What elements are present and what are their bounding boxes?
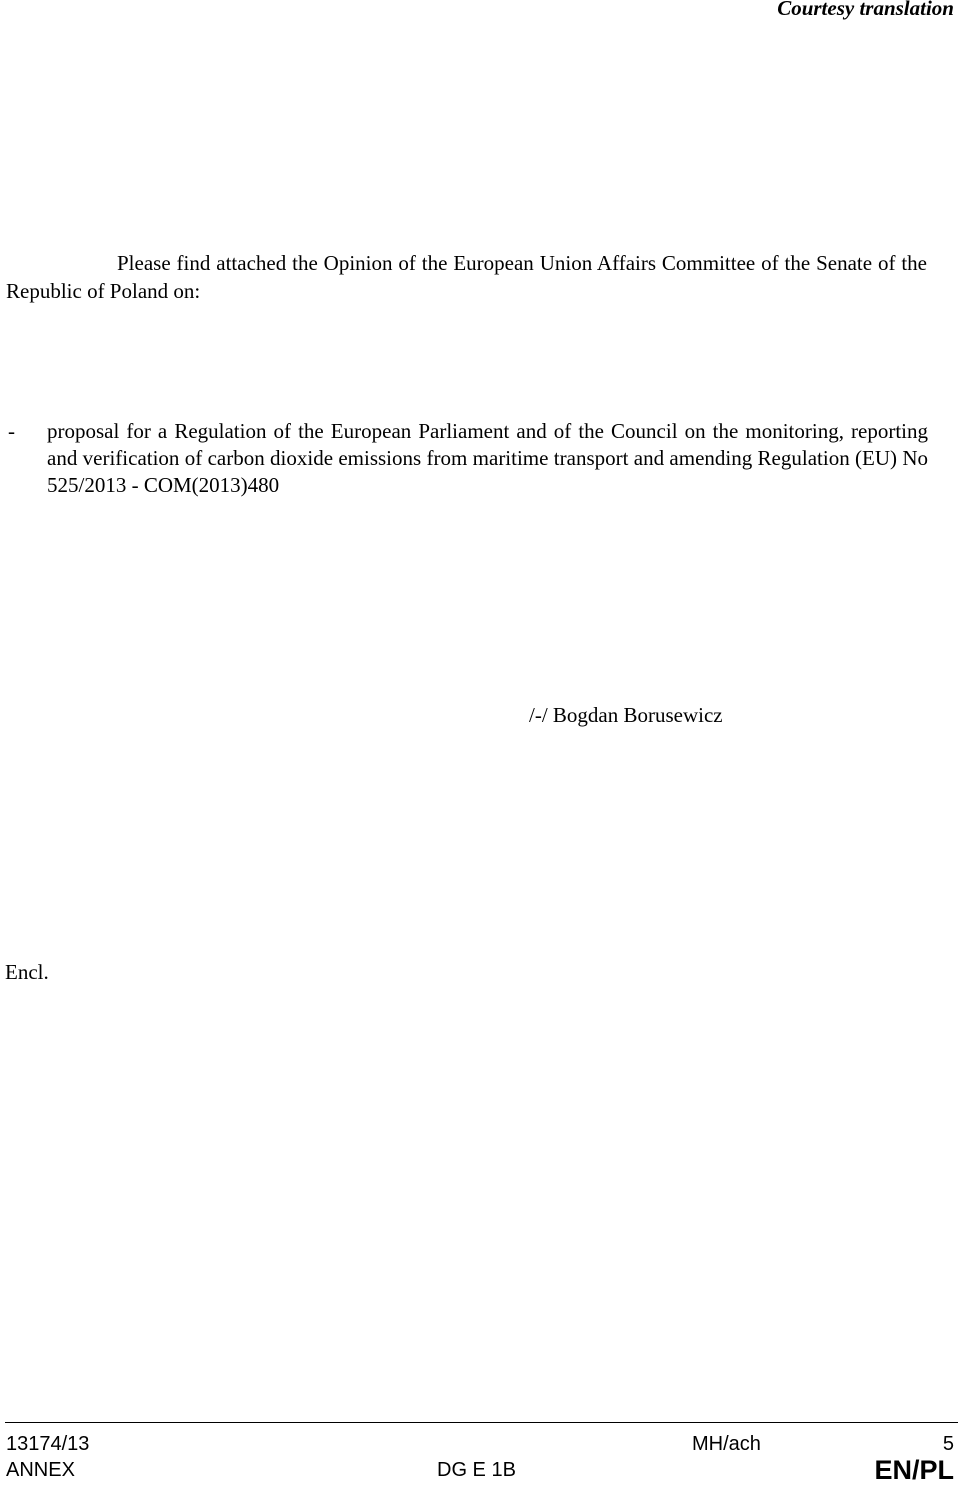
list-item-text: proposal for a Regulation of the European Parliament and of the Council on the monitoring, reporting and verification of carbon dioxide emissions from maritime transport and amending Regulation (EU) No 525/2013 - COM(2013)480	[47, 419, 928, 497]
footer-dg: DG E 1B	[437, 1459, 516, 1481]
footer-annex: ANNEX	[6, 1459, 75, 1481]
enclosure-label: Encl.	[5, 960, 49, 984]
footer-page-number: 5	[942, 1433, 954, 1455]
footer-divider	[5, 1422, 958, 1423]
list-bullet: -	[8, 419, 15, 443]
intro-paragraph: Please find attached the Opinion of the European Union Affairs Committee of the Senate of the Republic of Poland on:	[6, 251, 927, 303]
footer-doc-number: 13174/13	[6, 1433, 90, 1455]
footer-language: EN/PL	[874, 1455, 954, 1485]
signature: /-/ Bogdan Borusewicz	[529, 703, 723, 727]
list-item	[8, 418, 928, 499]
footer-initials: MH/ach	[692, 1433, 761, 1455]
courtesy-translation-label: Courtesy translation	[777, 0, 954, 20]
